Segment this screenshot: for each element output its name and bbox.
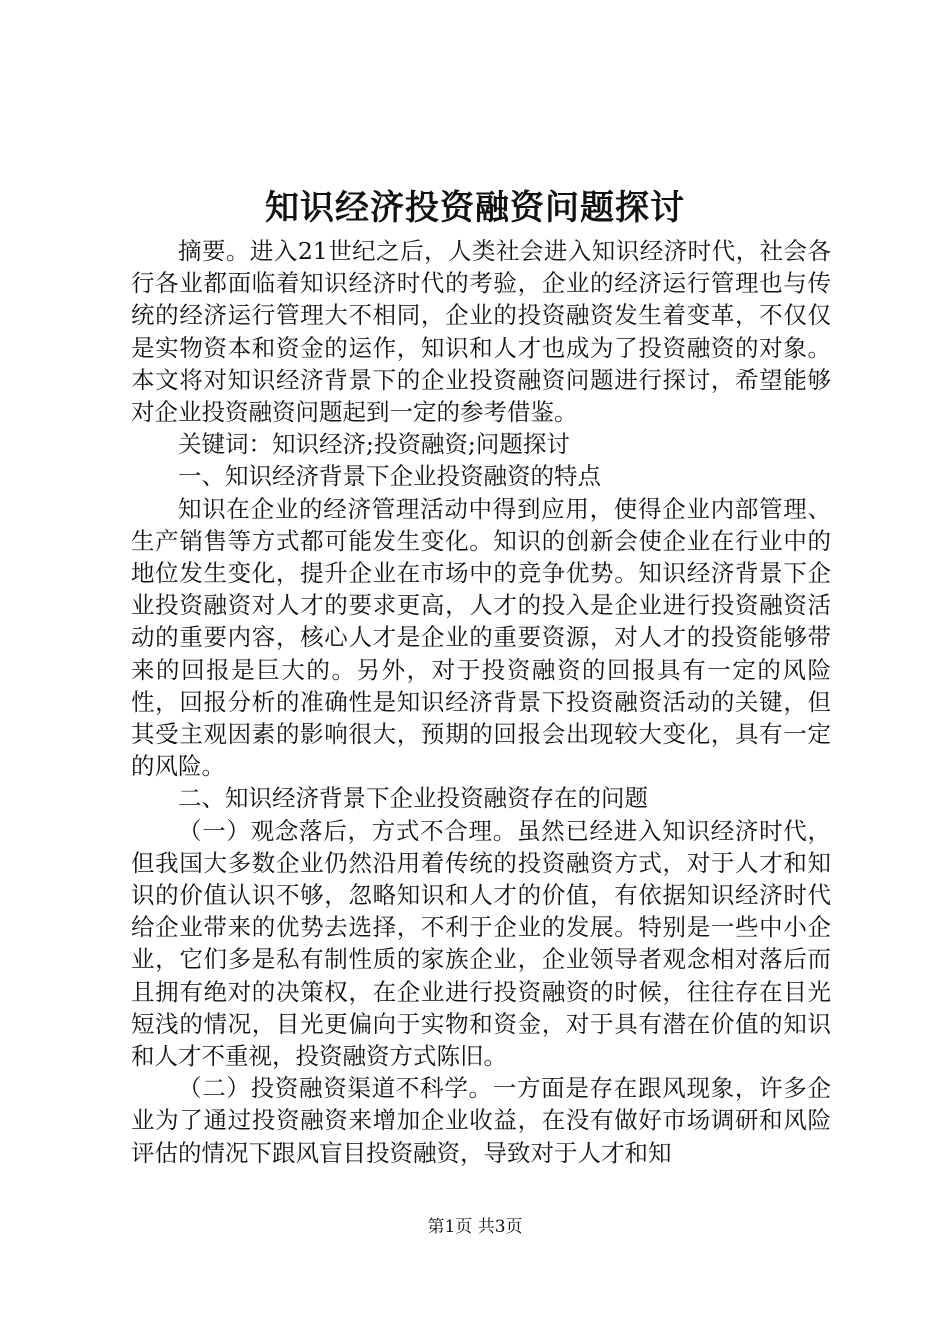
- document-title: 知识经济投资融资问题探讨: [265, 188, 685, 228]
- page-footer: 第1页 共3页: [427, 1217, 523, 1237]
- body-paragraph: （一）观念落后，方式不合理。虽然已经进入知识经济时代，但我国大多数企业仍然沿用着传统的投资融资方式，对于人才和知识的价值认识不够，忽略知识和人才的价值，有依据知识经济时代给企业带来的优势去选择，不利于企业的发展。特别是一些中小企业，它们多是私有制性质的家族企业，企业领导者观念相对落后而且拥有绝对的决策权，在企业进行投资融资的时候，往往存在目光短浅的情况，目光更偏向于实物和资金，对于具有潜在价值的知识和人才不重视，投资融资方式陈旧。: [131, 816, 831, 1071]
- section-heading-2: 二、知识经济背景下企业投资融资存在的问题: [178, 784, 648, 813]
- body-paragraph: （二）投资融资渠道不科学。一方面是存在跟风现象，许多企业为了通过投资融资来增加企业收益，在没有做好市场调研和风险评估的情况下跟风盲目投资融资，导致对于人才和知: [131, 1074, 831, 1167]
- keywords-paragraph: 关键词：知识经济;投资融资;问题探讨: [178, 430, 570, 459]
- body-paragraph: 知识在企业的经济管理活动中得到应用，使得企业内部管理、生产销售等方式都可能发生变化。知识的创新会使企业在行业中的地位发生变化，提升企业在市场中的竞争优势。知识经济背景下企业投资融资对人才的要求更高，人才的投入是企业进行投资融资活动的重要内容，核心人才是企业的重要资源，对人才的投资能够带来的回报是巨大的。另外，对于投资融资的回报具有一定的风险性，回报分析的准确性是知识经济背景下投资融资活动的关键，但其受主观因素的影响很大，预期的回报会出现较大变化，具有一定的风险。: [131, 494, 831, 781]
- document-body: [131, 235, 831, 1169]
- abstract-paragraph: 摘要。进入21世纪之后，人类社会进入知识经济时代，社会各行各业都面临着知识经济时代的考验，企业的经济运行管理也与传统的经济运行管理大不相同，企业的投资融资发生着变革，不仅仅是实物资本和资金的运作，知识和人才也成为了投资融资的对象。本文将对知识经济背景下的企业投资融资问题进行探讨，希望能够对企业投资融资问题起到一定的参考借鉴。: [131, 237, 831, 427]
- section-heading-1: 一、知识经济背景下企业投资融资的特点: [178, 462, 601, 491]
